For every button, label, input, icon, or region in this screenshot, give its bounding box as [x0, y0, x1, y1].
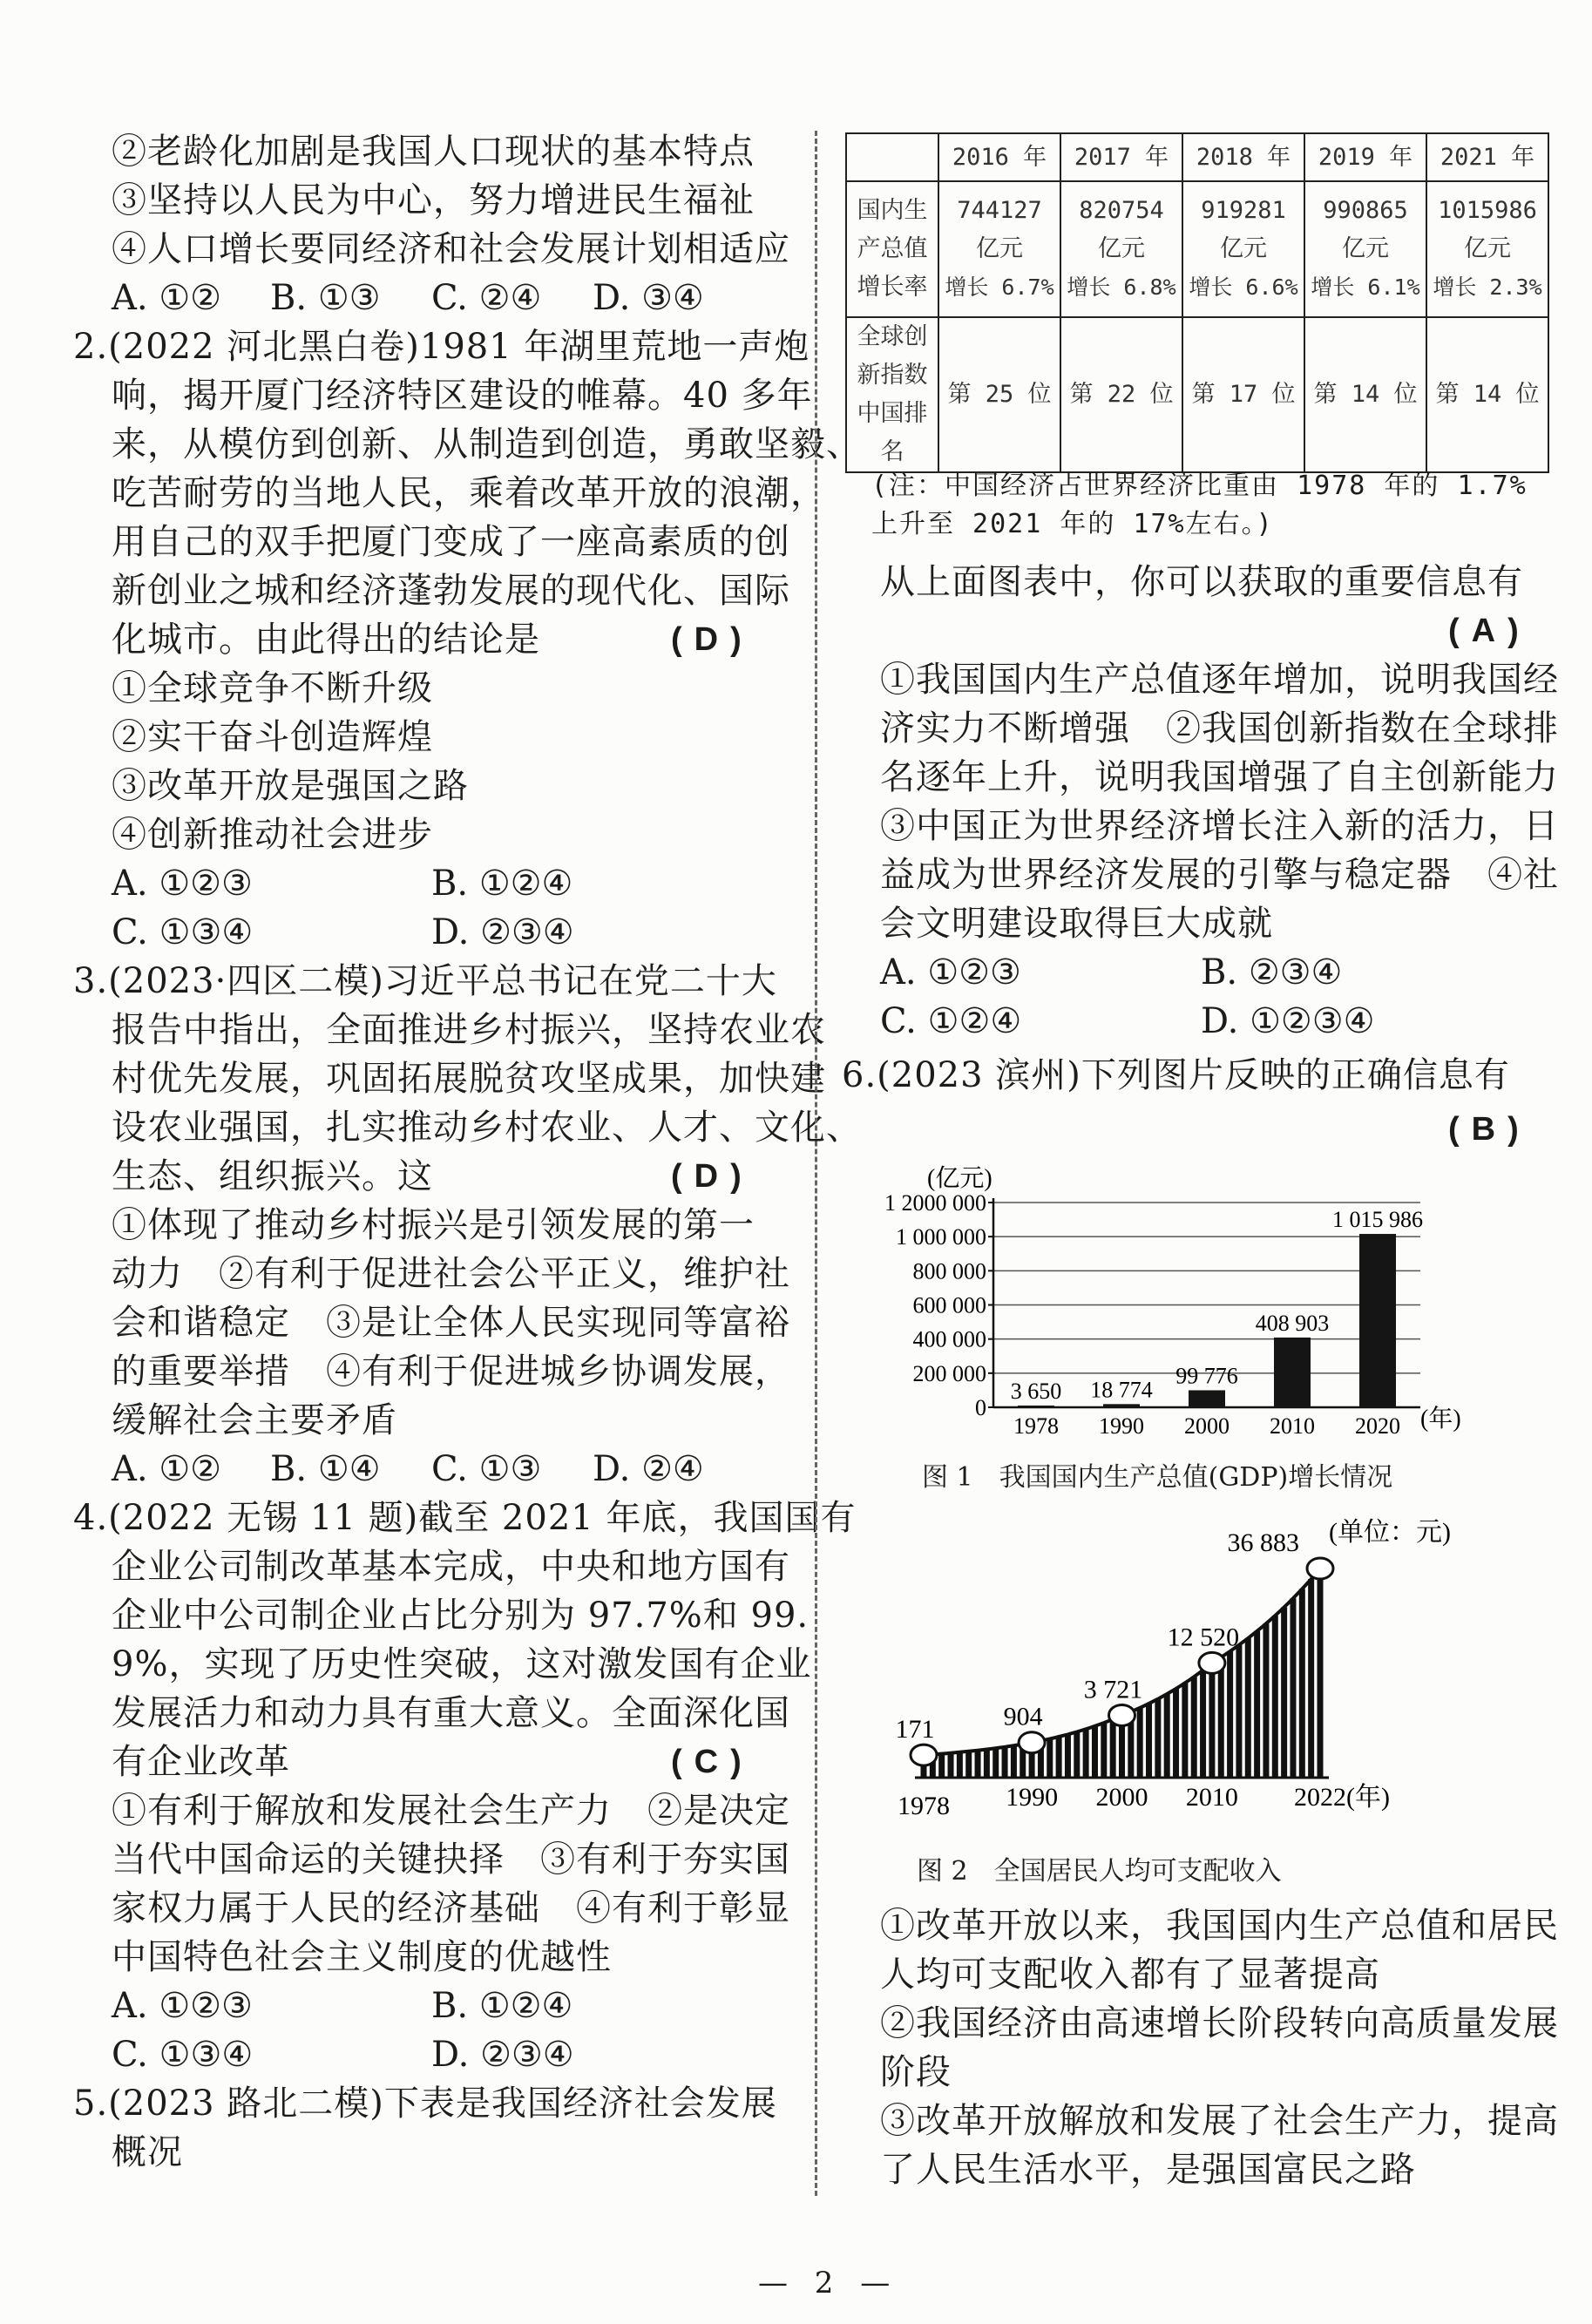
- x-tick-label: 2010: [1185, 1783, 1238, 1812]
- y-axis-unit-label: (亿元): [927, 1165, 992, 1192]
- table-gdp-row: [846, 181, 1548, 317]
- q4-body: 家权力属于人民的经济基础 ④有利于彰显: [112, 1888, 790, 1928]
- income-point-marker: [1019, 1732, 1045, 1753]
- table-gdp-cell: [1182, 181, 1304, 317]
- income-stripe: [1146, 1704, 1152, 1778]
- income-stripe: [984, 1750, 990, 1778]
- income-stripe: [1011, 1745, 1017, 1778]
- economy-table: [845, 132, 1549, 473]
- page-number: — 2 —: [758, 2266, 899, 2300]
- gdp-unit: 亿元: [1220, 235, 1267, 262]
- income-stripe: [1281, 1607, 1287, 1778]
- income-stripe: [1263, 1623, 1269, 1778]
- growth-rate: 增长 2.3%: [1433, 274, 1542, 300]
- label-line: 新指数: [857, 362, 928, 389]
- q1-option-d: D. ③④: [593, 278, 704, 318]
- table-header-row: [846, 133, 1548, 181]
- gdp-value: 1015986: [1438, 197, 1537, 224]
- income-point-label: 171: [895, 1715, 935, 1745]
- q4-option-a: A. ①②③: [112, 1986, 253, 2026]
- income-point-label: 36 883: [1227, 1528, 1299, 1557]
- q5-body: ③中国正为世界经济增长注入新的活力，日: [880, 806, 1559, 846]
- q5-body: 会文明建设取得巨大成就: [880, 904, 1273, 944]
- q2-option-d: D. ②③④: [431, 912, 574, 952]
- income-stripe: [1101, 1723, 1107, 1778]
- income-stripe: [1191, 1677, 1197, 1778]
- q4-stem: 4.(2022 无锡 11 题)截至 2021 年底，我国国有: [73, 1498, 857, 1538]
- table-year-cell: 2018 年: [1182, 133, 1304, 181]
- table-corner-cell: [846, 133, 938, 181]
- income-stripe: [1002, 1747, 1008, 1778]
- q2-option-a: A. ①②③: [112, 864, 253, 904]
- income-stripe: [1056, 1737, 1062, 1778]
- income-stripe: [1047, 1738, 1053, 1778]
- q4-answer: (C): [671, 1744, 754, 1780]
- gdp-bar: [1103, 1404, 1140, 1407]
- table-rank-cell: 第 14 位: [1304, 317, 1426, 472]
- income-stripe: [1308, 1579, 1314, 1778]
- x-tick-label: 2020: [1355, 1413, 1400, 1439]
- bar-value-label: 99 776: [1175, 1363, 1238, 1389]
- gdp-unit: 亿元: [1098, 235, 1145, 262]
- income-stripe: [1155, 1699, 1161, 1778]
- q3-stem: 生态、组织振兴。这: [112, 1156, 433, 1196]
- q4-body: 中国特色社会主义制度的优越性: [112, 1937, 612, 1977]
- q4-stem: 企业中公司制企业占比分别为 97.7%和 99.: [112, 1596, 810, 1636]
- column-divider: [815, 131, 817, 2196]
- gdp-bar: [1018, 1406, 1054, 1407]
- income-stripe: [1074, 1731, 1080, 1778]
- bar-value-label: 3 650: [1010, 1379, 1062, 1404]
- q2-stem: 响，揭开厦门经济特区建设的帷幕。40 多年: [112, 376, 813, 416]
- q6-answer: (B): [1448, 1111, 1531, 1148]
- q5-stem: 概况: [112, 2132, 183, 2172]
- income-stripe: [1254, 1631, 1260, 1778]
- q5-option-d: D. ①②③④: [1201, 1001, 1375, 1041]
- figure-2-caption: 图 2 全国居民人均可支配收入: [917, 1856, 1282, 1887]
- table-gdp-cell: [1304, 181, 1426, 317]
- income-stripe: [1299, 1589, 1305, 1778]
- q4-body: ①有利于解放和发展社会生产力 ②是决定: [112, 1791, 790, 1831]
- bar-value-label: 1 015 986: [1332, 1207, 1423, 1233]
- gdp-bar: [1189, 1390, 1225, 1407]
- income-stripe: [1137, 1708, 1143, 1778]
- income-stripe: [1182, 1683, 1188, 1778]
- table-gdp-label: [846, 181, 938, 317]
- x-tick-label: 1978: [898, 1792, 950, 1820]
- q3-option-c: C. ①③: [431, 1449, 542, 1489]
- q4-stem: 有企业改革: [112, 1742, 290, 1782]
- income-point-marker: [1199, 1652, 1225, 1673]
- q3-body: 会和谐稳定 ③是让全体人民实现同等富裕: [112, 1303, 790, 1343]
- income-stripe: [1209, 1663, 1215, 1778]
- income-stripe: [1173, 1689, 1179, 1778]
- q2-stem: 化城市。由此得出的结论是: [112, 620, 540, 660]
- q3-option-d: D. ②④: [593, 1449, 704, 1489]
- y-tick-label: 0: [975, 1395, 986, 1420]
- income-stripe: [1164, 1694, 1170, 1778]
- x-tick-label: 1990: [1006, 1783, 1059, 1812]
- table-rank-cell: 第 17 位: [1182, 317, 1304, 472]
- table-year-cell: 2019 年: [1304, 133, 1426, 181]
- q2-answer: (D): [671, 621, 754, 658]
- table-year-cell: 2016 年: [938, 133, 1060, 181]
- table-rank-cell: 第 14 位: [1426, 317, 1548, 472]
- x-axis-unit-label: (年): [1420, 1406, 1461, 1433]
- growth-rate: 增长 6.8%: [1067, 274, 1176, 300]
- x-tick-label: 2022(年): [1294, 1783, 1390, 1812]
- q5-answer: (A): [1448, 613, 1531, 649]
- income-point-marker: [1109, 1704, 1135, 1725]
- y-tick-label: 800 000: [912, 1258, 986, 1284]
- q5-prompt: 从上面图表中，你可以获取的重要信息有: [880, 562, 1523, 602]
- x-tick-label: 2010: [1270, 1413, 1315, 1439]
- q5-option-b: B. ②③④: [1201, 952, 1343, 993]
- table-rank-cell: 第 25 位: [938, 317, 1060, 472]
- q6-body: 阶段: [880, 2052, 952, 2092]
- table-rank-row: [846, 317, 1548, 472]
- income-point-label: 12 520: [1167, 1623, 1240, 1652]
- income-stripe: [975, 1751, 981, 1778]
- q1-statement: ④人口增长要同经济和社会发展计划相适应: [112, 229, 790, 269]
- income-stripe: [1218, 1657, 1224, 1778]
- gdp-unit: 亿元: [976, 235, 1023, 262]
- q1-option-b: B. ①③: [270, 278, 381, 318]
- label-line: 产总值: [857, 235, 928, 262]
- growth-rate: 增长 6.7%: [945, 274, 1054, 300]
- table-gdp-cell: [938, 181, 1060, 317]
- q4-option-d: D. ②③④: [431, 2035, 574, 2075]
- income-stripe: [1272, 1616, 1278, 1778]
- y-tick-label: 1 000 000: [896, 1224, 986, 1250]
- growth-rate: 增长 6.6%: [1189, 274, 1298, 300]
- q4-stem: 9%，实现了历史性突破，这对激发国有企业: [112, 1644, 812, 1684]
- x-tick-label: 1990: [1099, 1413, 1144, 1439]
- label-line: 全球创: [857, 323, 928, 350]
- q1-statement: ③坚持以人民为中心，努力增进民生福祉: [112, 180, 755, 220]
- bar-value-label: 18 774: [1090, 1377, 1153, 1403]
- income-stripe: [992, 1748, 999, 1778]
- q3-body: 的重要举措 ④有利于促进城乡协调发展，: [112, 1352, 790, 1392]
- q1-option-a: A. ①②: [112, 278, 222, 318]
- q2-statement: ③改革开放是强国之路: [112, 766, 469, 806]
- label-line: 中国排名: [857, 400, 928, 465]
- q4-body: 当代中国命运的关键抉择 ③有利于夯实国: [112, 1840, 790, 1880]
- q2-statement: ④创新推动社会进步: [112, 815, 433, 855]
- gdp-bar: [1359, 1234, 1396, 1407]
- y-tick-label: 200 000: [912, 1360, 986, 1386]
- table-rank-label: [846, 317, 938, 472]
- table-gdp-cell: [1426, 181, 1548, 317]
- q4-option-c: C. ①③④: [112, 2035, 254, 2075]
- x-tick-label: 1978: [1013, 1413, 1059, 1439]
- q3-body: 缓解社会主要矛盾: [112, 1400, 397, 1440]
- label-line: 增长率: [857, 274, 928, 301]
- income-stripe: [1200, 1670, 1206, 1778]
- q1-option-c: C. ②④: [431, 278, 542, 318]
- y-tick-label: 400 000: [912, 1326, 986, 1352]
- q2-statement: ②实干奋斗创造辉煌: [112, 717, 433, 757]
- q2-statement: ①全球竞争不断升级: [112, 668, 433, 708]
- q6-body: ③改革开放解放和发展了社会生产力，提高: [880, 2101, 1559, 2141]
- income-point-marker: [1307, 1558, 1333, 1579]
- income-stripe: [1245, 1638, 1251, 1778]
- table-note: (注：中国经济占世界经济比重由 1978 年的 1.7%: [871, 471, 1528, 501]
- label-line: 国内生: [857, 197, 928, 224]
- q6-body: ①改革开放以来，我国国内生产总值和居民: [880, 1906, 1559, 1946]
- figure-1-caption: 图 1 我国国内生产总值(GDP)增长情况: [922, 1462, 1393, 1493]
- q3-body: ①体现了推动乡村振兴是引领发展的第一: [112, 1205, 755, 1245]
- q5-body: 益成为世界经济发展的引擎与稳定器 ④社: [880, 855, 1559, 895]
- y-tick-label: 1 2000 000: [884, 1190, 986, 1216]
- income-stripe: [1290, 1598, 1296, 1778]
- q3-stem: 报告中指出，全面推进乡村振兴，坚持农业农: [112, 1010, 826, 1050]
- q2-stem: 吃苦耐劳的当地人民，乘着改革开放的浪潮，: [112, 473, 826, 513]
- income-stripe: [1092, 1726, 1098, 1778]
- income-stripe: [1318, 1569, 1324, 1778]
- q4-option-b: B. ①②④: [431, 1986, 573, 2026]
- q6-body: 人均可支配收入都有了显著提高: [880, 1955, 1380, 1995]
- q5-body: 名逐年上升，说明我国增强了自主创新能力: [880, 757, 1559, 797]
- gdp-bar-chart: [871, 1163, 1473, 1451]
- income-point-label: 904: [1003, 1702, 1043, 1731]
- q1-statement: ②老龄化加剧是我国人口现状的基本特点: [112, 132, 755, 172]
- q6-body: 了人民生活水平，是强国富民之路: [880, 2150, 1416, 2190]
- q5-option-a: A. ①②③: [880, 952, 1021, 993]
- q2-stem: 用自己的双手把厦门变成了一座高素质的创: [112, 522, 790, 562]
- q3-option-b: B. ①④: [270, 1449, 381, 1489]
- q3-option-a: A. ①②: [112, 1449, 222, 1489]
- income-stripe: [1083, 1729, 1089, 1778]
- table-rank-cell: 第 22 位: [1060, 317, 1182, 472]
- q2-stem: 新创业之城和经济蓬勃发展的现代化、国际: [112, 571, 790, 611]
- q5-body: 济实力不断增强 ②我国创新指数在全球排: [880, 708, 1559, 749]
- income-stripe: [1227, 1651, 1233, 1778]
- bar-value-label: 408 903: [1255, 1310, 1330, 1336]
- q2-stem: 来，从模仿到创新、从制造到创造，勇敢坚毅、: [112, 424, 862, 464]
- gdp-value: 919281: [1201, 197, 1286, 224]
- income-point-label: 3 721: [1083, 1675, 1143, 1704]
- gdp-bar: [1274, 1338, 1311, 1407]
- gdp-unit: 亿元: [1342, 235, 1389, 262]
- table-gdp-cell: [1060, 181, 1182, 317]
- gdp-value: 744127: [957, 197, 1042, 224]
- q2-option-c: C. ①③④: [112, 912, 254, 952]
- q2-option-b: B. ①②④: [431, 864, 573, 904]
- table-note: 上升至 2021 年的 17%左右。): [871, 509, 1274, 539]
- table-year-cell: 2021 年: [1426, 133, 1548, 181]
- income-stripe: [957, 1752, 963, 1778]
- gdp-value: 820754: [1079, 197, 1164, 224]
- income-point-marker: [911, 1745, 937, 1765]
- gdp-value: 990865: [1323, 197, 1408, 224]
- q2-stem: 2.(2022 河北黑白卷)1981 年湖里荒地一声炮: [73, 327, 810, 367]
- q3-answer: (D): [671, 1158, 754, 1195]
- q4-stem: 发展活力和动力具有重大意义。全面深化国: [112, 1693, 790, 1733]
- q5-body: ①我国国内生产总值逐年增加，说明我国经: [880, 660, 1559, 700]
- x-tick-label: 2000: [1095, 1783, 1148, 1812]
- q6-stem: 6.(2023 滨州)下列图片反映的正确信息有: [842, 1055, 1510, 1095]
- y-tick-label: 600 000: [912, 1292, 986, 1318]
- q3-stem: 村优先发展，巩固拓展脱贫攻坚成果，加快建: [112, 1059, 826, 1099]
- x-tick-label: 2000: [1184, 1413, 1230, 1439]
- q3-stem: 3.(2023·四区二模)习近平总书记在党二十大: [73, 961, 777, 1001]
- q4-stem: 企业公司制改革基本完成，中央和地方国有: [112, 1547, 790, 1587]
- q5-stem: 5.(2023 路北二模)下表是我国经济社会发展: [73, 2083, 777, 2124]
- income-stripe: [1236, 1645, 1242, 1778]
- income-area-chart: [871, 1516, 1507, 1834]
- gdp-unit: 亿元: [1464, 235, 1511, 262]
- income-stripe: [1110, 1719, 1116, 1778]
- unit-label: (单位：元): [1329, 1518, 1451, 1547]
- income-stripe: [965, 1751, 972, 1778]
- q5-option-c: C. ①②④: [880, 1001, 1022, 1041]
- growth-rate: 增长 6.1%: [1311, 274, 1420, 300]
- income-stripe: [948, 1753, 954, 1778]
- income-stripe: [938, 1754, 945, 1778]
- income-stripe: [1065, 1734, 1071, 1778]
- q6-body: ②我国经济由高速增长阶段转向高质量发展: [880, 2003, 1559, 2043]
- q3-stem: 设农业强国，扎实推动乡村农业、人才、文化、: [112, 1108, 862, 1148]
- q3-body: 动力 ②有利于促进社会公平正义，维护社: [112, 1254, 790, 1294]
- table-year-cell: 2017 年: [1060, 133, 1182, 181]
